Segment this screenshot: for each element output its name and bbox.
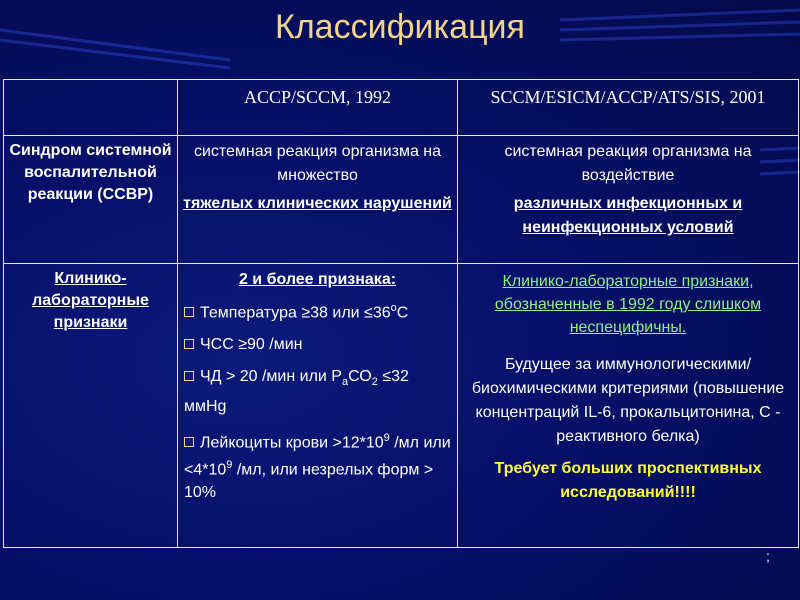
list-item: Температура ≥38 или $\le 36^oС$: [184, 297, 451, 324]
header-empty-cell: [4, 80, 178, 136]
list-item: Лейкоциты крови $>12*10^9$ /мл или $<4*10^9$ /мл, или незрелых форм > 10%: [184, 431, 451, 502]
ssvr-2001-text: системная реакция организма на воздействие: [504, 143, 752, 184]
list-item: ЧСС ≥90 /мин: [184, 333, 451, 356]
cell-1992-signs: [178, 264, 458, 548]
signs-heading: 2 и более признака:: [238, 271, 397, 288]
cell-2001-ssvr: [458, 136, 799, 264]
classification-table: [3, 79, 799, 548]
signs-2001-green-note: Клинико-лабораторные признаки, обозначенные в 1992 году слишком неспецифичны.: [494, 273, 762, 336]
table-header-row: [4, 80, 799, 136]
footnote-mark: ;: [766, 548, 770, 564]
slide-title: Классификация: [275, 8, 525, 46]
checkbox-bullet-icon: [184, 437, 194, 447]
cell-1992-ssvr: [178, 136, 458, 264]
list-item: ЧД > 20 /мин или $Р_aСО_2 \le 32$ ммHg: [184, 368, 409, 415]
checkbox-bullet-icon: [184, 339, 194, 349]
ssvr-1992-bold: тяжелых клинических нарушений: [183, 195, 452, 212]
table-row-ssvr: [4, 136, 799, 264]
ssvr-2001-bold: различных инфекционных и неинфекционных условий: [513, 195, 743, 236]
ssvr-1992-text: системная реакция организма на множество: [193, 143, 442, 184]
cell-2001-signs: [458, 264, 799, 548]
table-row-signs: [4, 264, 799, 548]
signs-2001-yellow-note: Требует больших проспективных исследований!!!!: [494, 460, 762, 501]
checkbox-bullet-icon: [184, 307, 194, 317]
row-label-signs: Клинико-лабораторные признаки: [4, 264, 178, 548]
checkbox-bullet-icon: [184, 371, 194, 381]
row-label-ssvr: Синдром системной воспалительной реакции (ССВР): [4, 136, 178, 264]
header-col-2001: SCCM/ESICM/ACCP/ATS/SIS, 2001: [458, 80, 799, 136]
signs-2001-text: Будущее за иммунологическими/ биохимическими критериями (повышение концентраций IL-6, прокальцитонина, С - реактивного белка): [471, 356, 785, 445]
header-col-1992: ACCP/SCCM, 1992: [178, 80, 458, 136]
